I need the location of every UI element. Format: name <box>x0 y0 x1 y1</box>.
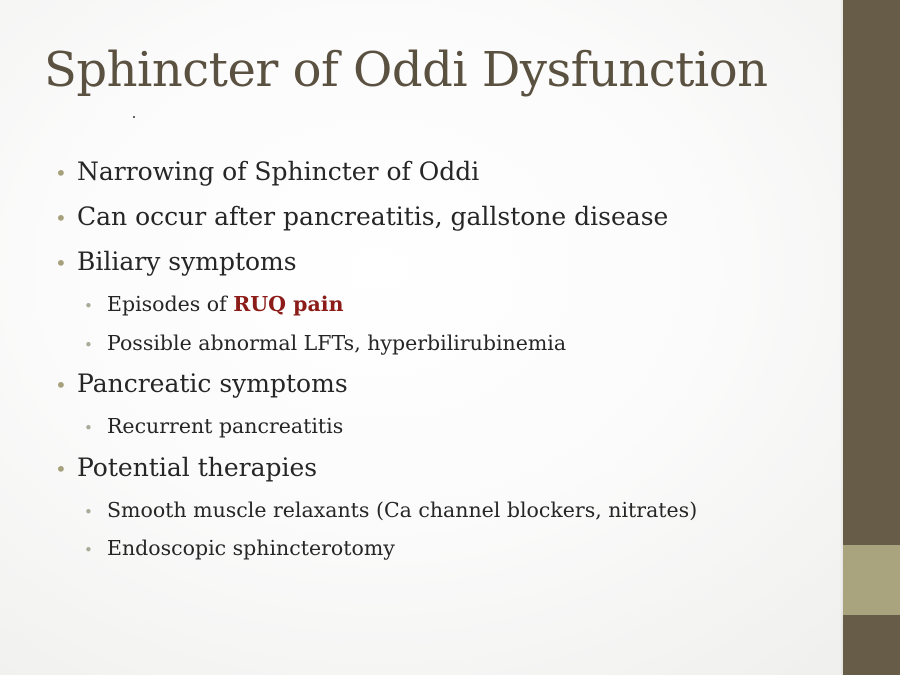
sub-bullet-text: Smooth muscle relaxants (Ca channel blockers, nitrates) <box>107 497 698 522</box>
sub-bullet-text: Possible abnormal LFTs, hyperbilirubinemia <box>107 330 567 355</box>
sub-bullet-item <box>55 292 825 331</box>
bullet-item <box>55 247 825 292</box>
slide-title: Sphincter of Oddi Dysfunction <box>44 42 768 98</box>
bullet-icon: • <box>55 251 67 275</box>
sub-bullet-item <box>55 498 825 537</box>
bullet-text: Biliary symptoms <box>77 247 297 276</box>
bullet-icon: • <box>55 161 67 185</box>
bullet-item <box>55 157 825 202</box>
bullet-text: Potential therapies <box>77 452 318 482</box>
sub-bullet-item <box>55 536 825 575</box>
sub-bullet-item <box>55 331 825 370</box>
bullet-icon: • <box>55 456 67 481</box>
sub-bullet-text: Endoscopic sphincterotomy <box>107 536 395 560</box>
sub-bullet-icon: • <box>84 502 93 521</box>
bullet-item <box>55 369 825 414</box>
sub-bullet-icon: • <box>84 419 93 437</box>
stray-dot <box>133 116 135 118</box>
bullet-text: Can occur after pancreatitis, gallstone disease <box>77 202 669 231</box>
bullet-icon: • <box>55 373 67 397</box>
bullet-item <box>55 202 825 247</box>
sub-bullet-text <box>107 292 343 316</box>
bullet-text: Pancreatic symptoms <box>77 369 348 398</box>
sub-bullet-text-plain: Episodes of <box>107 292 234 316</box>
sub-bullet-icon: • <box>84 541 93 559</box>
bullet-icon: • <box>55 206 67 230</box>
sub-bullet-icon: • <box>84 335 93 354</box>
sidebar-accent-block <box>843 545 900 615</box>
sub-bullet-text: Recurrent pancreatitis <box>107 414 344 438</box>
sub-bullet-icon: • <box>84 297 93 315</box>
bullet-list <box>55 157 825 575</box>
sub-bullet-item <box>55 414 825 453</box>
bullet-text: Narrowing of Sphincter of Oddi <box>77 157 480 186</box>
bullet-item <box>55 453 825 498</box>
emphasis-text: RUQ pain <box>233 292 344 316</box>
